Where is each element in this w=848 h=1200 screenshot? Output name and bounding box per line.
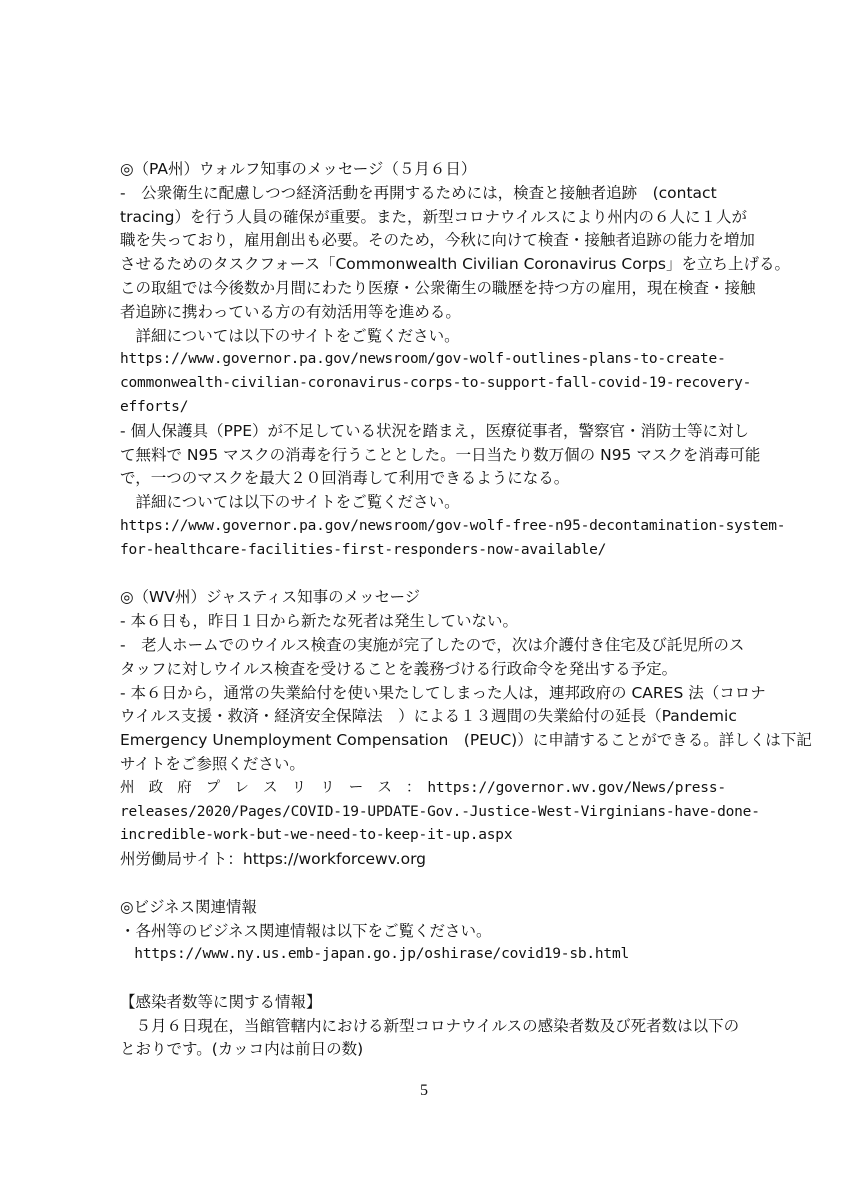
document-body xyxy=(120,158,812,1062)
pa-civilian-corps-link[interactable]: efforts/ xyxy=(120,398,189,415)
wv-heading: ◎（WV州）ジャスティス知事のメッセージ xyxy=(120,588,421,607)
pa-paragraph-line: て無料で N95 マスクの消毒を行うこととした。一日当たり数万個の N95 マスクを消毒可能 xyxy=(120,445,761,464)
pa-section xyxy=(120,158,790,563)
wv-paragraph-line: - 本６日も，昨日１日から新たな死者は発生していない。 xyxy=(120,612,519,631)
pa-n95-link[interactable]: https://www.governor.pa.gov/newsroom/gov-wolf-free-n95-decontamination-system- xyxy=(120,517,786,534)
infections-section xyxy=(120,991,740,1062)
pa-paragraph-line: 者追跡に携わっている方の有効活用等を進める。 xyxy=(120,302,461,321)
pa-paragraph-line: させるためのタスクフォース「Commonwealth Civilian Coronavirus Corps」を立ち上げる。 xyxy=(120,255,790,274)
wv-paragraph-line: Emergency Unemployment Compensation (PEUC)）に申請することができる。詳しくは下記 xyxy=(120,731,812,750)
wv-press-release-link[interactable]: incredible-work-but-we-need-to-keep-it-up.aspx xyxy=(120,827,513,844)
pa-paragraph-line: tracing）を行う人員の確保が重要。また，新型コロナウイルスにより州内の６人に１人が xyxy=(120,207,748,226)
pa-detail-note: 詳細については以下のサイトをご覧ください。 xyxy=(120,493,460,512)
pa-civilian-corps-link[interactable]: https://www.governor.pa.gov/newsroom/gov-wolf-outlines-plans-to-create- xyxy=(120,351,726,368)
wv-labor-site-link[interactable]: 州労働局サイト：https://workforcewv.org xyxy=(120,850,427,869)
wv-paragraph-line: - 老人ホームでのウイルス検査の実施が完了したので，次は介護付き住宅及び託児所のス xyxy=(120,635,745,654)
pa-paragraph-line: - 公衆衛生に配慮しつつ経済活動を再開するためには，検査と接触者追跡 (contact xyxy=(120,183,717,202)
business-section xyxy=(120,896,732,967)
infections-heading: 【感染者数等に関する情報】 xyxy=(120,992,322,1011)
wv-paragraph-line: - 本６日から，通常の失業給付を使い果たしてしまった人は，連邦政府の CARES 法（コロナ xyxy=(120,683,766,702)
wv-paragraph-line: ウイルス支援・救済・経済安全保障法 ）による１３週間の失業給付の延長（Pandemic xyxy=(120,707,737,726)
business-paragraph-line: ・各州等のビジネス関連情報は以下をご覧ください。 xyxy=(120,921,492,940)
pa-paragraph-line: この取組では今後数か月間にわたり医療・公衆衛生の職歴を持つ方の雇用，現在検査・接触 xyxy=(120,278,756,297)
wv-press-release-link[interactable]: releases/2020/Pages/COVID-19-UPDATE-Gov.-Justice-West-Virginians-have-done- xyxy=(120,803,760,820)
wv-press-release-link[interactable]: 州 政 府 プ レ ス リ リ ー ス ： https://governor.wv.gov/News/press- xyxy=(120,779,726,796)
page-number: 5 xyxy=(420,1082,428,1099)
section-spacer xyxy=(120,872,732,896)
section-spacer xyxy=(120,967,732,991)
infections-paragraph-line: とおりです。(カッコ内は前日の数) xyxy=(120,1040,364,1059)
pa-heading: ◎（PA州）ウォルフ知事のメッセージ（５月６日） xyxy=(120,160,477,178)
section-spacer xyxy=(120,563,732,587)
pa-paragraph-line: 職を失っており，雇用創出も必要。そのため，今秋に向けて検査・接触者追跡の能力を増加 xyxy=(120,231,755,250)
wv-section xyxy=(120,586,812,872)
pa-civilian-corps-link[interactable]: commonwealth-civilian-coronavirus-corps-to-support-fall-covid-19-recovery- xyxy=(120,375,752,392)
pa-n95-link[interactable]: for-healthcare-facilities-first-responders-now-available/ xyxy=(120,541,607,558)
infections-paragraph-line: ５月６日現在，当館管轄内における新型コロナウイルスの感染者数及び死者数は以下の xyxy=(120,1016,740,1035)
pa-paragraph-line: - 個人保護具（PPE）が不足している状況を踏まえ，医療従事者，警察官・消防士等に対し xyxy=(120,421,749,440)
pa-detail-note: 詳細については以下のサイトをご覧ください。 xyxy=(120,326,460,345)
pa-paragraph-line: で，一つのマスクを最大２０回消毒して利用できるようになる。 xyxy=(120,469,570,488)
business-info-link[interactable]: https://www.ny.us.emb-japan.go.jp/oshirase/covid19-sb.html xyxy=(120,946,630,963)
business-heading: ◎ビジネス関連情報 xyxy=(120,897,258,916)
wv-paragraph-line: タッフに対しウイルス検査を受けることを義務づける行政命令を発出する予定。 xyxy=(120,659,678,678)
wv-paragraph-line: サイトをご参照ください。 xyxy=(120,754,305,773)
